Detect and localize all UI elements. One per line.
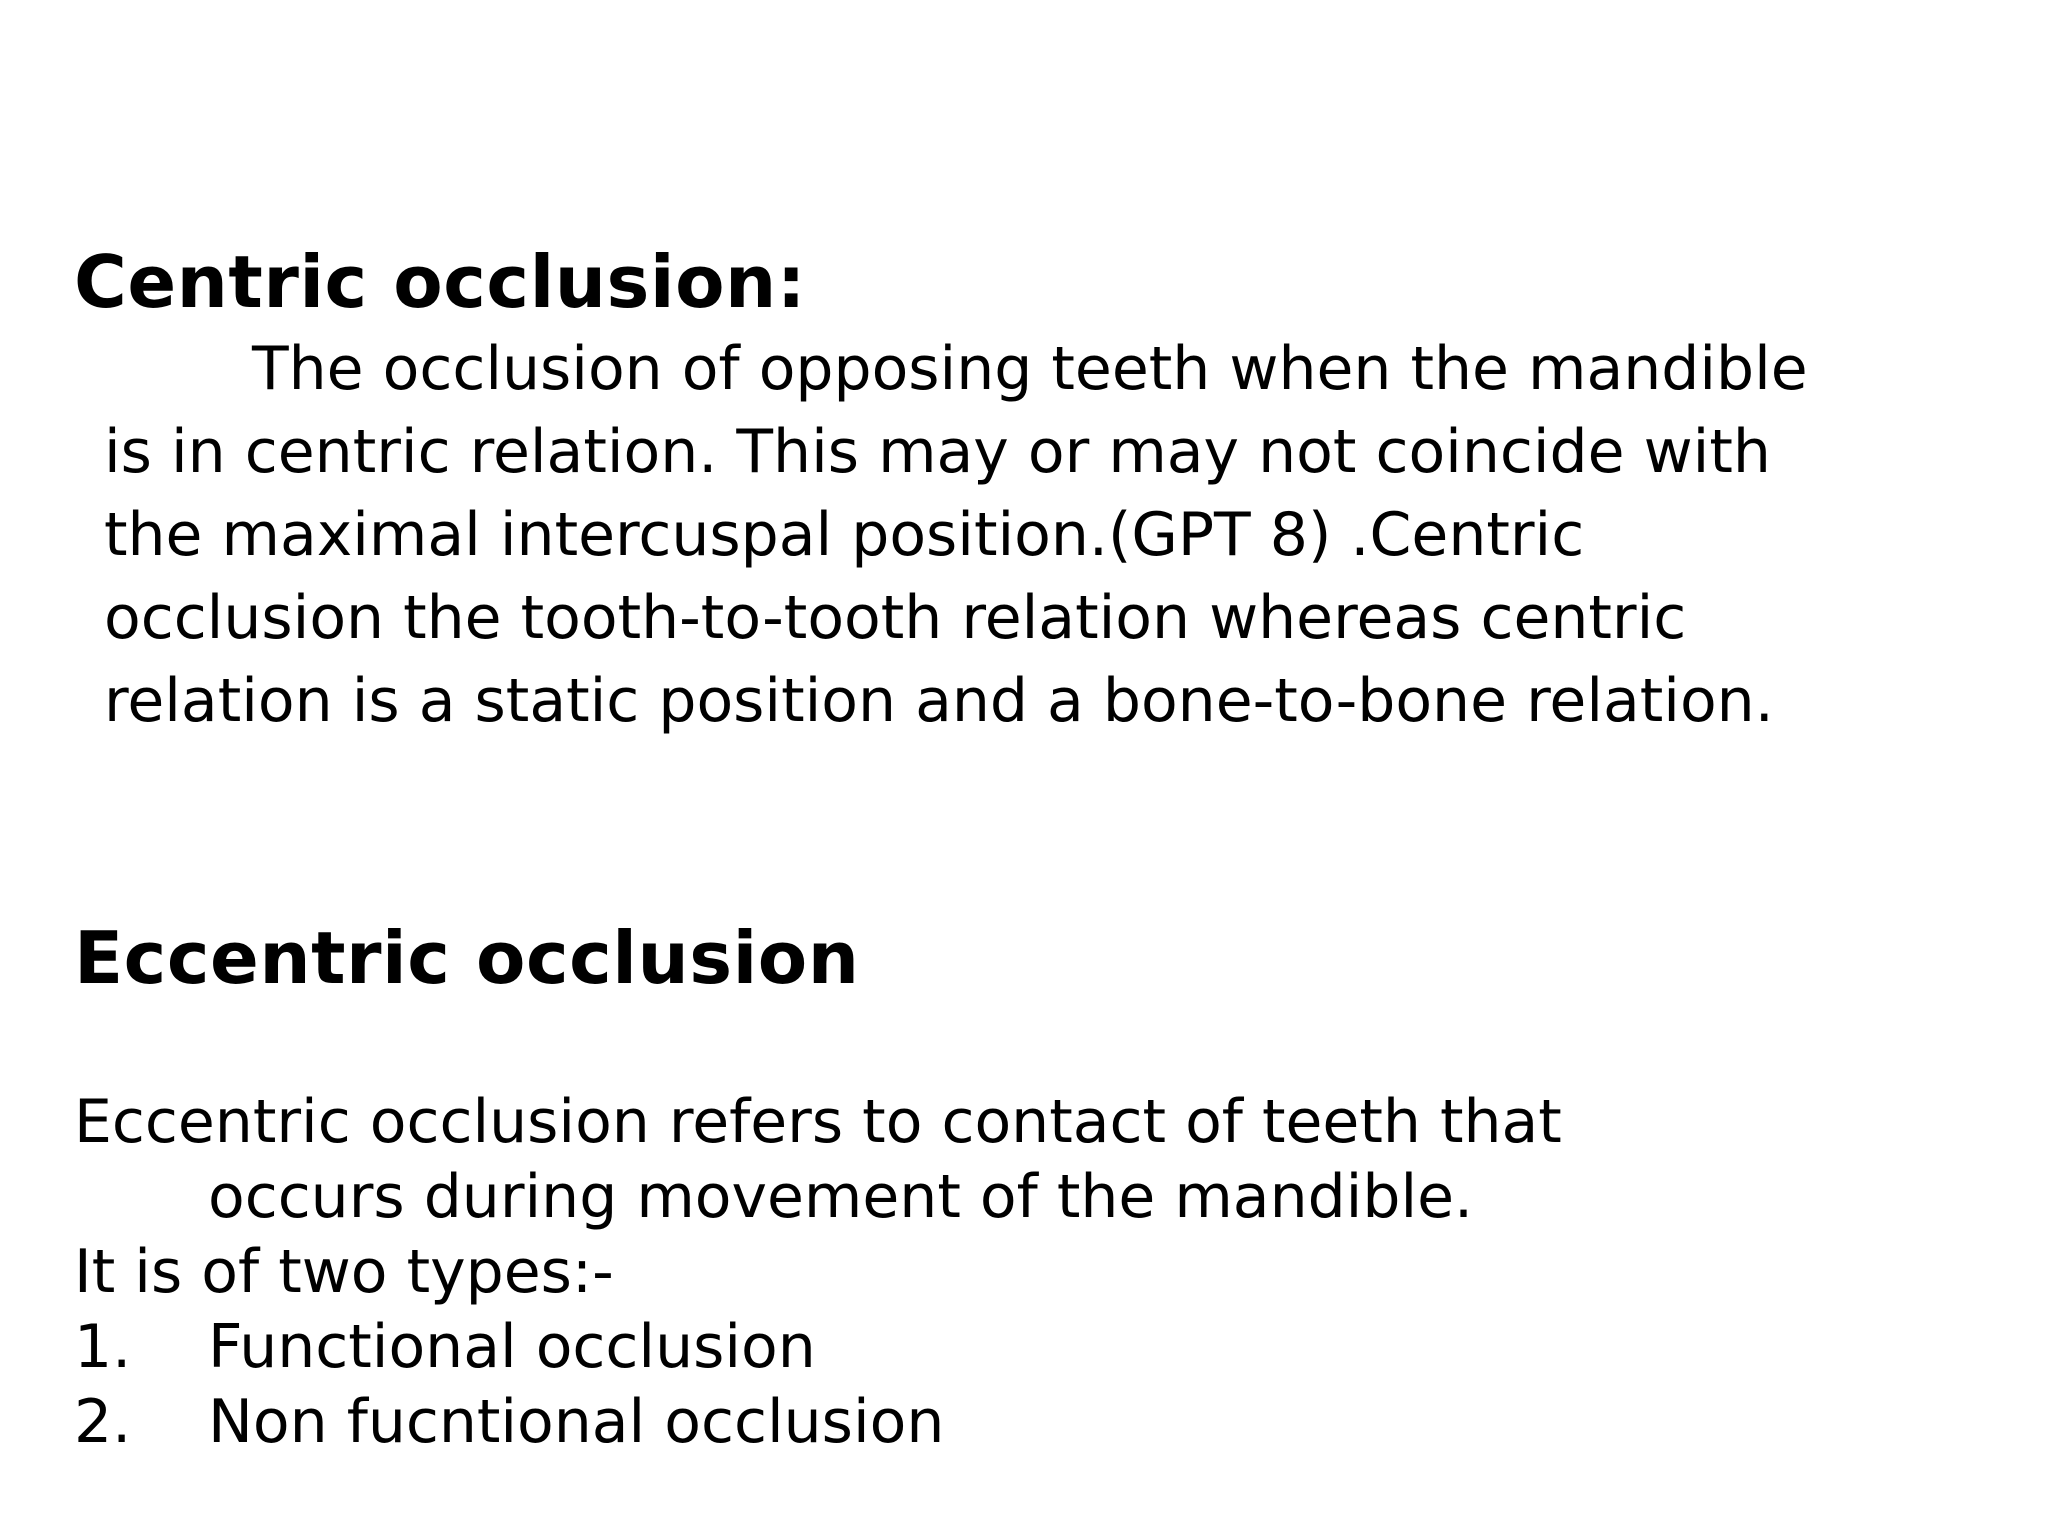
list-item-number: 1.	[74, 1312, 132, 1382]
definition-line: the maximal intercuspal position.(GPT 8) .Centric	[104, 500, 1585, 570]
definition-line: occurs during movement of the mandible.	[208, 1162, 1474, 1232]
definition-line: relation is a static position and a bone-to-bone relation.	[104, 666, 1774, 736]
list-item-label: Non fucntional occlusion	[208, 1387, 945, 1457]
list-item-label: Functional occlusion	[208, 1312, 816, 1382]
definition-line: occlusion the tooth-to-tooth relation whereas centric	[104, 583, 1687, 653]
eccentric-occlusion-heading: Eccentric occlusion	[74, 916, 860, 1000]
list-item	[74, 1385, 944, 1460]
definition-line: The occlusion of opposing teeth when the mandible	[252, 334, 1808, 404]
definition-line: is in centric relation. This may or may not coincide with	[104, 417, 1771, 487]
list-item	[74, 1310, 944, 1385]
centric-occlusion-definition	[104, 328, 1808, 743]
centric-occlusion-heading: Centric occlusion:	[74, 240, 807, 324]
definition-line: Eccentric occlusion refers to contact of teeth that	[74, 1087, 1562, 1157]
definition-line: It is of two types:-	[74, 1237, 614, 1307]
occlusion-types-list	[74, 1310, 944, 1460]
eccentric-occlusion-definition	[74, 1085, 1562, 1310]
list-item-number: 2.	[74, 1387, 132, 1457]
